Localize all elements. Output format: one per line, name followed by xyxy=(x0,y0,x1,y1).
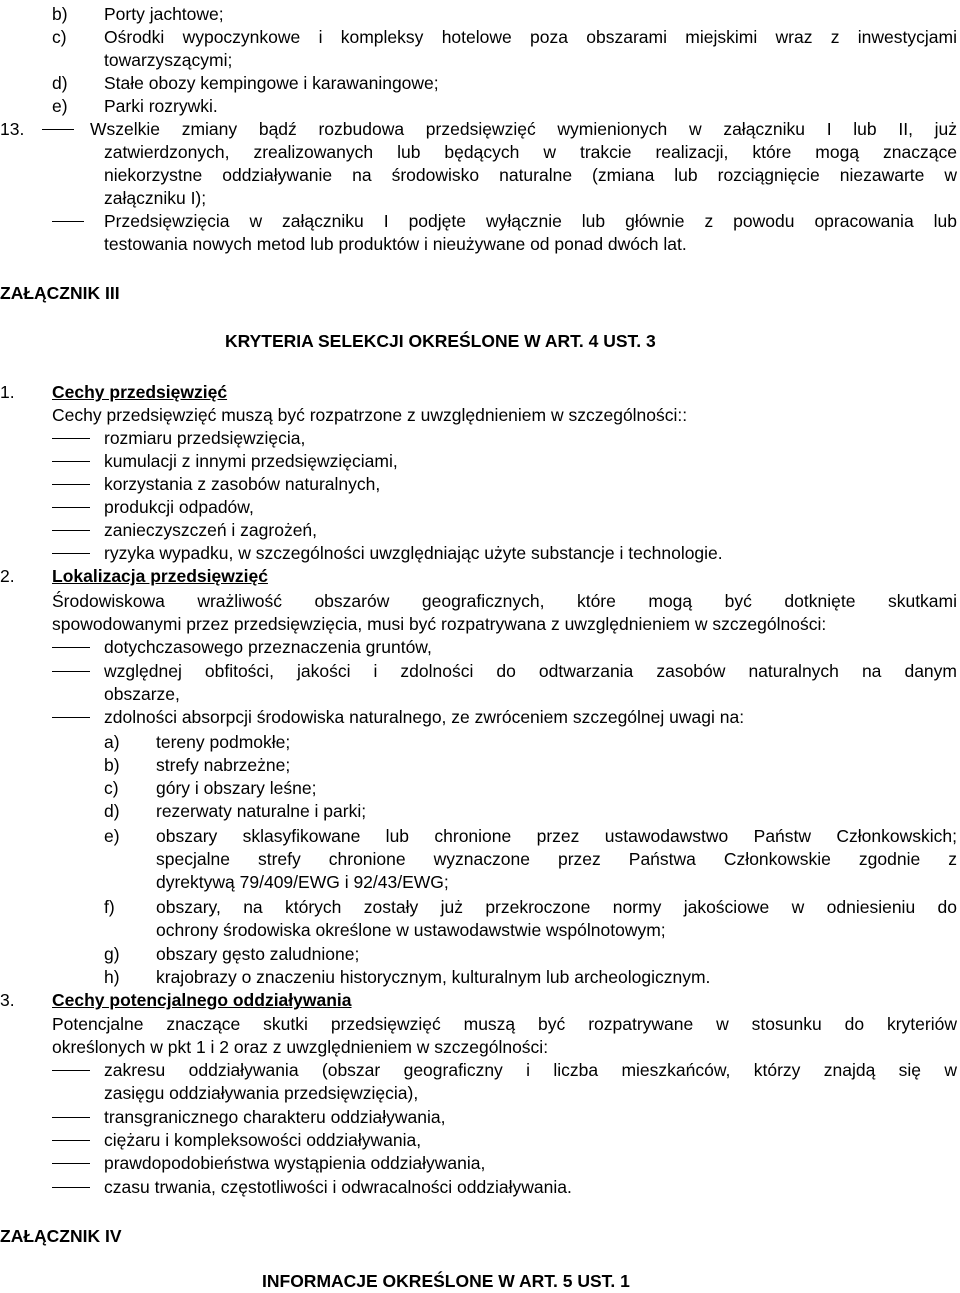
dash-bullet xyxy=(52,717,90,718)
annex-heading: ZAŁĄCZNIK IV xyxy=(0,1226,122,1246)
list-label: c) xyxy=(52,27,67,47)
dash-bullet xyxy=(52,461,90,462)
list-item-text: czasu trwania, częstotliwości i odwracalności oddziaływania. xyxy=(104,1177,572,1197)
list-item-text: ryzyka wypadku, w szczególności uwzględniając użyte substancje i technologie. xyxy=(104,543,723,563)
item-text: testowania nowych metod lub produktów i nieużywane od ponad dwóch lat. xyxy=(104,234,687,254)
dash-bullet xyxy=(52,438,90,439)
sub-label: a) xyxy=(104,732,120,752)
section-number: 2. xyxy=(0,566,15,586)
list-item-text: zdolności absorpcji środowiska naturalnego, ze zwróceniem szczególnej uwagi na: xyxy=(104,707,745,727)
sub-item-text: góry i obszary leśne; xyxy=(156,778,317,798)
list-item-text: ciężaru i kompleksowości oddziaływania, xyxy=(104,1130,422,1150)
list-item-text: rozmiaru przedsięwzięcia, xyxy=(104,428,306,448)
dash-bullet xyxy=(52,1140,90,1141)
dash-bullet xyxy=(52,484,90,485)
item-text: niekorzystne oddziaływanie na środowisko naturalne (zmiana lub rozciągnięcie niezawarte w xyxy=(104,165,957,185)
dash-bullet xyxy=(42,129,74,130)
list-item-text: produkcji odpadów, xyxy=(104,497,254,517)
item-number: 13. xyxy=(0,119,25,139)
section-intro: spowodowanymi przez przedsięwzięcia, musi być rozpatrywana z uwzględnieniem w szczególności: xyxy=(52,614,827,634)
list-item-text: Stałe obozy kempingowe i karawaningowe; xyxy=(104,73,439,93)
list-item-text: względnej obfitości, jakości i zdolności do odtwarzania zasobów naturalnych na danym xyxy=(104,661,957,681)
sub-item-text: ochrony środowiska określone w ustawodawstwie wspólnotowym; xyxy=(156,920,666,940)
list-item-text: prawdopodobieństwa wystąpienia oddziaływania, xyxy=(104,1153,486,1173)
sub-label: e) xyxy=(104,826,120,846)
dash-bullet xyxy=(52,1070,90,1071)
sub-label: g) xyxy=(104,944,120,964)
sub-item-text: obszary sklasyfikowane lub chronione przez ustawodawstwo Państw Członkowskich; xyxy=(156,826,957,846)
list-label: b) xyxy=(52,4,68,24)
sub-label: b) xyxy=(104,755,120,775)
dash-bullet xyxy=(52,647,90,648)
item-text: załączniku I); xyxy=(104,188,207,208)
annex-heading: ZAŁĄCZNIK III xyxy=(0,283,120,303)
item-text: Przedsięwzięcia w załączniku I podjęte wyłącznie lub głównie z powodu opracowania lub xyxy=(104,211,957,231)
section-intro: określonych w pkt 1 i 2 oraz z uwzględnieniem w szczególności: xyxy=(52,1037,549,1057)
list-item-text: dotychczasowego przeznaczenia gruntów, xyxy=(104,637,432,657)
list-label: d) xyxy=(52,73,68,93)
section-number: 3. xyxy=(0,990,15,1010)
section-number: 1. xyxy=(0,382,15,402)
section-title: Lokalizacja przedsięwzięć xyxy=(52,566,268,586)
section-title: Cechy przedsięwzięć xyxy=(52,382,228,402)
list-item-text: Parki rozrywki. xyxy=(104,96,218,116)
sub-item-text: obszary, na których zostały już przekroczone normy jakościowe w odniesieniu do xyxy=(156,897,957,917)
dash-bullet xyxy=(52,1117,90,1118)
sub-item-text: krajobrazy o znaczeniu historycznym, kulturalnym lub archeologicznym. xyxy=(156,967,711,987)
section-intro: Środowiskowa wrażliwość obszarów geograficznych, które mogą być dotknięte skutkami xyxy=(52,591,957,611)
item-text: Wszelkie zmiany bądź rozbudowa przedsięwzięć wymienionych w załączniku I lub II, już xyxy=(90,119,957,139)
sub-item-text: specjalne strefy chronione wyznaczone przez Państwa Członkowskie zgodnie z xyxy=(156,849,957,869)
dash-bullet xyxy=(52,1187,90,1188)
dash-bullet xyxy=(52,507,90,508)
sub-label: d) xyxy=(104,801,120,821)
list-label: e) xyxy=(52,96,68,116)
sub-item-text: tereny podmokłe; xyxy=(156,732,291,752)
annex-title: KRYTERIA SELEKCJI OKREŚLONE W ART. 4 UST. 3 xyxy=(225,331,656,351)
dash-bullet xyxy=(52,553,90,554)
list-item-text: obszarze, xyxy=(104,684,180,704)
dash-bullet xyxy=(52,221,84,222)
list-item-text: korzystania z zasobów naturalnych, xyxy=(104,474,381,494)
list-item-text: zasięgu oddziaływania przedsięwzięcia), xyxy=(104,1083,419,1103)
sub-label: c) xyxy=(104,778,119,798)
list-item-text: Porty jachtowe; xyxy=(104,4,224,24)
sub-item-text: strefy nabrzeżne; xyxy=(156,755,291,775)
section-intro: Cechy przedsięwzięć muszą być rozpatrzone z uwzględnieniem w szczególności:: xyxy=(52,405,688,425)
list-item-text: kumulacji z innymi przedsięwzięciami, xyxy=(104,451,398,471)
annex-title: INFORMACJE OKREŚLONE W ART. 5 UST. 1 xyxy=(262,1271,630,1291)
item-text: zatwierdzonych, zrealizowanych lub będących w trakcie realizacji, które mogą znaczące xyxy=(104,142,957,162)
section-intro: Potencjalne znaczące skutki przedsięwzięć muszą być rozpatrywane w stosunku do kryteriów xyxy=(52,1014,957,1034)
section-title: Cechy potencjalnego oddziaływania xyxy=(52,990,352,1010)
dash-bullet xyxy=(52,671,90,672)
dash-bullet xyxy=(52,1163,90,1164)
list-item-text: towarzyszącymi; xyxy=(104,50,233,70)
list-item-text: Ośrodki wypoczynkowe i kompleksy hotelowe poza obszarami miejskimi wraz z inwestycjami xyxy=(104,27,957,47)
sub-item-text: obszary gęsto zaludnione; xyxy=(156,944,360,964)
list-item-text: transgranicznego charakteru oddziaływania, xyxy=(104,1107,446,1127)
list-item-text: zanieczyszczeń i zagrożeń, xyxy=(104,520,318,540)
sub-item-text: rezerwaty naturalne i parki; xyxy=(156,801,367,821)
sub-label: h) xyxy=(104,967,120,987)
sub-item-text: dyrektywą 79/409/EWG i 92/43/EWG; xyxy=(156,872,449,892)
sub-label: f) xyxy=(104,897,115,917)
dash-bullet xyxy=(52,530,90,531)
list-item-text: zakresu oddziaływania (obszar geograficzny i liczba mieszkańców, którzy znajdą się w xyxy=(104,1060,957,1080)
